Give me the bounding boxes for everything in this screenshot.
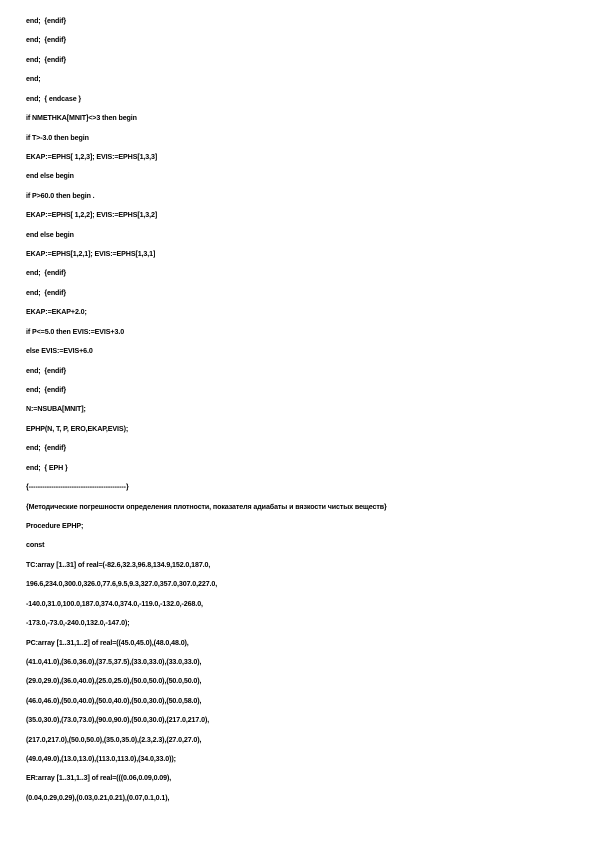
procedure-header-line: Procedure EPHP;: [26, 521, 84, 530]
code-line: end;: [26, 75, 41, 84]
code-line: (41.0,41.0),(36.0,36.0),(37.5,37.5),(33.0,33.0),(33.0,33.0),: [26, 657, 202, 666]
code-line: ER:array [1..31,1..3] of real=(((0.06,0.09,0.09),: [26, 774, 172, 783]
code-line: (217.0,217.0),(50.0,50.0),(35.0,35.0),(2.3,2.3),(27.0,27.0),: [26, 735, 202, 744]
code-line: end; {endif}: [26, 36, 67, 45]
code-line: if P<=5.0 then EVIS:=EVIS+3.0: [26, 327, 125, 336]
code-line: end; {endif}: [26, 288, 67, 297]
code-line: (49.0,49.0),(13.0,13.0),(113.0,113.0),(34.0,33.0));: [26, 755, 176, 764]
code-line: const: [26, 541, 45, 550]
code-line: (46.0,46.0),(50.0,40.0),(50.0,40.0),(50.0,30.0),(50.0,58.0),: [26, 696, 202, 705]
code-line: end; { endcase }: [26, 94, 82, 103]
code-line: end; { EPH }: [26, 463, 68, 472]
code-line: EKAP:=EPHS[ 1,2,2]; EVIS:=EPHS[1,3,2]: [26, 211, 158, 220]
code-line: 196.6,234.0,300.0,326.0,77.6,9.5,9.3,327.0,357.0,307.0,227.0,: [26, 580, 218, 589]
code-line: else EVIS:=EVIS+6.0: [26, 347, 93, 356]
code-line: -140.0,31.0,100.0,187.0,374.0,374.0,-119.0,-132.0,-268.0,: [26, 599, 203, 608]
code-line: end else begin: [26, 230, 74, 239]
code-line: end; {endif}: [26, 17, 67, 25]
code-line: EKAP:=EPHS[ 1,2,3]; EVIS:=EPHS[1,3,3]: [26, 152, 158, 161]
code-line: EKAP:=EKAP+2.0;: [26, 308, 87, 317]
code-line: (29.0,29.0),(36.0,40.0),(25.0,25.0),(50.0,50.0),(50.0,50.0),: [26, 677, 202, 686]
code-line: end else begin: [26, 172, 74, 181]
comment-line: {Методические погрешности определения плотности, показателя адиабаты и вязкости чистых веществ}: [26, 502, 387, 511]
code-line: if NMETHKA[MNIT]<>3 then begin: [26, 114, 137, 123]
code-line: (0.04,0.29,0.29),(0.03,0.21,0.21),(0.07,0.1,0.1),: [26, 793, 170, 802]
code-line: if P>60.0 then begin .: [26, 191, 95, 200]
code-line: N:=NSUBA[MNIT];: [26, 405, 86, 414]
code-line: (35.0,30.0),(73.0,73.0),(90.0,90.0),(50.0,30.0),(217.0,217.0),: [26, 716, 210, 725]
code-line: end; {endif}: [26, 269, 67, 278]
code-line: end; {endif}: [26, 444, 67, 453]
code-line: EPHP(N, T, P, ERO,EKAP,EVIS);: [26, 424, 129, 433]
code-line: EKAP:=EPHS[1,2,1]; EVIS:=EPHS[1,3,1]: [26, 250, 156, 259]
code-line: PC:array [1..31,1..2] of real=((45.0,45.0),(48.0,48.0),: [26, 638, 189, 647]
code-line: TC:array [1..31] of real=(-82.6,32.3,96.8,134.9,152.0,187.0,: [26, 560, 211, 569]
code-line: -173.0,-73.0,-240.0,132.0,-147.0);: [26, 619, 130, 628]
code-line: end; {endif}: [26, 55, 67, 64]
code-line: end; {endif}: [26, 366, 67, 375]
code-line: end; {endif}: [26, 386, 67, 395]
source-code-listing: [26, 15, 586, 811]
comment-separator-line: {-------------------------------------------}: [26, 483, 129, 492]
code-line: if T>-3.0 then begin: [26, 133, 89, 142]
